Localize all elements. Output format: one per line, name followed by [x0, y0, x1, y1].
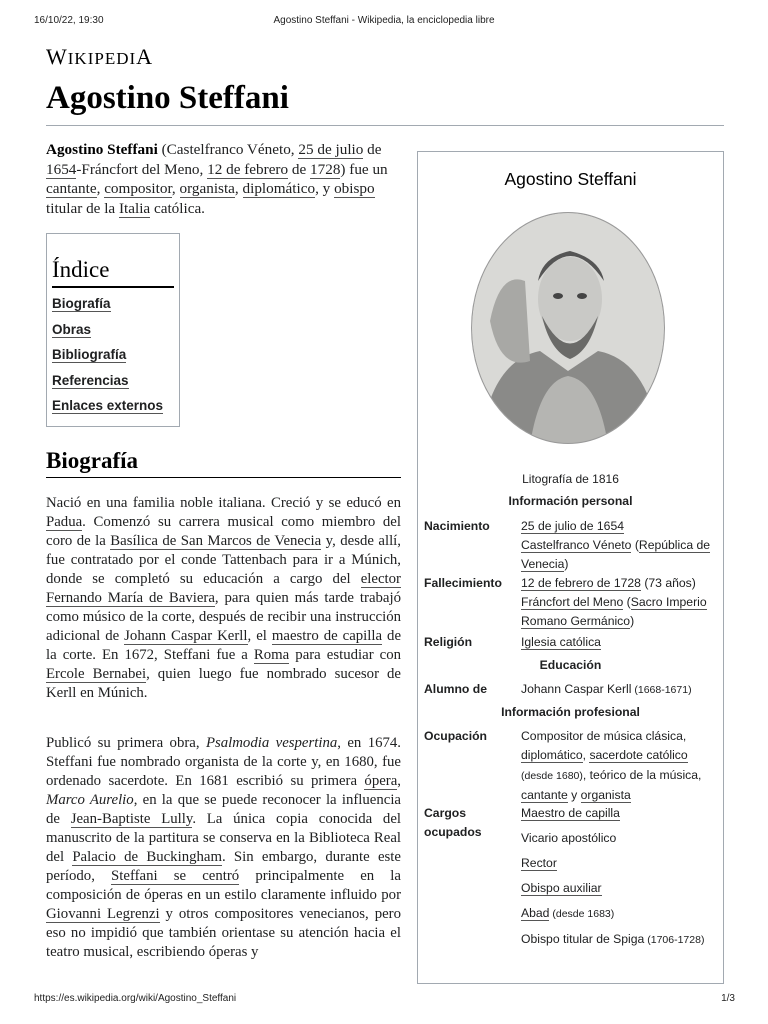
label-student-of: Alumno de	[424, 682, 487, 696]
value-student-of: Johann Caspar Kerll (1668-1671)	[521, 682, 692, 696]
toc-title: Índice	[52, 256, 174, 288]
link-iglesia-catolica[interactable]: Iglesia católica	[521, 635, 601, 649]
link-lully[interactable]: Jean-Baptiste Lully	[70, 811, 193, 827]
link-italia[interactable]: Italia	[118, 199, 151, 217]
logo-small-caps: IKIPEDI	[67, 49, 137, 68]
label-religion: Religión	[424, 635, 473, 649]
intro-subject: Agostino Steffani	[46, 141, 158, 158]
link-death-day[interactable]: 12 de febrero	[207, 160, 289, 178]
link-cantante[interactable]: cantante	[46, 180, 97, 197]
infobox	[417, 151, 724, 984]
portrait-image[interactable]	[470, 211, 666, 445]
link-occupation-priest[interactable]: sacerdote católico	[589, 748, 688, 762]
link-kerll[interactable]: Johann Caspar Kerll	[124, 628, 248, 644]
work-title-marco-aurelio: Marco Aurelio	[46, 792, 134, 808]
link-occupation-singer[interactable]: cantante	[521, 788, 568, 802]
link-death-date[interactable]: 12 de febrero de 1728	[521, 576, 641, 590]
infobox-section-personal: Información personal	[508, 494, 633, 508]
label-positions: Cargos ocupados	[424, 806, 482, 839]
occupation-composer: Compositor de música clásica	[521, 729, 683, 743]
value-religion	[521, 633, 721, 652]
link-death-state[interactable]: Sacro Imperio Romano Germánico	[521, 595, 707, 628]
biography-paragraph-2: Publicó su primera obra, Psalmodia vespertina, en 1674. Steffani fue nombrado organista de la corte y, en 1680, fue ordenado sacerdote. En 1681 escribió su primera ópera, Marco Aurelio, en la que se puede reconocer la influencia de Jean-Baptiste Lully. La única copia conocida del manuscrito de la partitura se conserva en la Biblioteca Real del Palacio de Buckingham. Sin embargo, durante este período, Steffani se centró principalmente en la composición de óperas en un estilo claramente influido por Giovanni Legrenzi y otros compositores venecianos, pero eso no impidió que también orientase su atención hacia el teatro musical, escribiendo óperas y	[46, 735, 402, 960]
position-item: Abad (desde 1683)	[521, 906, 615, 920]
link-roma[interactable]: Roma	[253, 647, 290, 663]
link-teacher[interactable]: Johann Caspar Kerll	[521, 682, 632, 696]
link-occupation-diplomat[interactable]: diplomático	[521, 748, 583, 762]
link-palacio-buckingham[interactable]: Palacio de Buckingham	[72, 849, 222, 865]
link-occupation-organist[interactable]: organista	[580, 788, 631, 802]
print-datetime: 16/10/22, 19:30	[34, 15, 104, 26]
toc-item-obras[interactable]: Obras	[52, 321, 92, 337]
print-url: https://es.wikipedia.org/wiki/Agostino_Steffani	[34, 993, 237, 1004]
value-positions	[521, 804, 721, 956]
print-tab-title: Agostino Steffani - Wikipedia, la enciclopedia libre	[273, 15, 495, 26]
link-death-year[interactable]: 1728	[310, 160, 341, 178]
position-obispo-titular: Obispo titular de Spiga	[521, 932, 645, 946]
link-position-maestro[interactable]: Maestro de capilla	[521, 806, 620, 820]
position-vicario: Vicario apostólico	[521, 831, 617, 845]
label-death: Fallecimiento	[424, 576, 502, 590]
link-position-rector[interactable]: Rector	[521, 856, 557, 870]
title-divider	[46, 125, 724, 126]
toc-item-bibliografia[interactable]: Bibliografía	[52, 347, 127, 362]
position-item	[521, 829, 721, 848]
link-birth-place[interactable]: Castelfranco Véneto	[521, 538, 632, 552]
link-opera[interactable]: ópera	[364, 773, 398, 789]
position-item: Obispo titular de Spiga (1706-1728)	[521, 932, 705, 946]
position-item	[521, 854, 721, 873]
link-legrenzi[interactable]: Giovanni Legrenzi	[46, 906, 160, 922]
link-fernando-maria[interactable]: Fernando María de Baviera	[46, 590, 215, 606]
value-birth: 25 de julio de 1654 Castelfranco Véneto (República de Venecia)	[521, 519, 711, 571]
link-birth-day[interactable]: 25 de julio	[298, 141, 364, 158]
link-birth-date[interactable]: 25 de julio de 1654	[521, 519, 625, 533]
infobox-title: Agostino Steffani	[504, 169, 637, 189]
link-position-obispo-auxiliar[interactable]: Obispo auxiliar	[521, 881, 602, 895]
logo-letter-w: W	[46, 44, 68, 69]
link-obispo[interactable]: obispo	[334, 180, 375, 197]
link-birth-state[interactable]: República de Venecia	[521, 538, 711, 571]
infobox-section-education: Educación	[539, 658, 602, 672]
wikipedia-logo[interactable]	[46, 44, 153, 70]
link-organista[interactable]: organista	[179, 180, 235, 197]
work-title-psalmodia: Psalmodia vespertina	[205, 735, 338, 751]
print-page-number: 1/3	[721, 993, 735, 1004]
link-padua[interactable]: Padua	[46, 514, 83, 530]
link-diplomatico[interactable]: diplomático	[242, 180, 316, 197]
toc-item-enlaces-externos[interactable]: Enlaces externos	[52, 398, 164, 413]
section-heading-biografia: Biografía	[46, 448, 401, 478]
link-death-place[interactable]: Fráncfort del Meno	[521, 595, 624, 609]
position-item	[521, 879, 721, 898]
link-maestro-de-capilla[interactable]: maestro de capilla	[271, 628, 383, 644]
value-occupation: Compositor de música clásica, diplomático, sacerdote católico (desde 1680), teórico de la música, cantante y organista	[521, 729, 702, 802]
link-bernabei[interactable]: Ercole Bernabei	[46, 666, 147, 682]
infobox-section-professional: Información profesional	[501, 705, 640, 719]
table-of-contents	[46, 233, 180, 427]
label-occupation: Ocupación	[424, 729, 487, 743]
link-steffani-se-centro[interactable]: Steffani se centró	[111, 868, 240, 884]
portrait-caption: Litografía de 1816	[522, 472, 619, 486]
page-title: Agostino Steffani	[46, 80, 289, 116]
position-item	[521, 804, 721, 823]
link-compositor[interactable]: compositor	[104, 180, 172, 197]
toc-item-biografia[interactable]: Biografía	[52, 296, 111, 311]
value-death: 12 de febrero de 1728 (73 años) Fráncfort del Meno (Sacro Imperio Romano Germánico)	[521, 576, 707, 628]
link-birth-year[interactable]: 1654	[46, 160, 77, 178]
toc-item-referencias[interactable]: Referencias	[52, 372, 129, 388]
logo-letter-a: A	[136, 44, 154, 69]
label-birth: Nacimiento	[424, 519, 490, 533]
intro-paragraph: Agostino Steffani (Castelfranco Véneto, 25 de julio de 1654-Fráncfort del Meno, 12 de febrero de 1728) fue un cantante, compositor, organista, diplomático, y obispo titular de la Italia católica.	[46, 141, 388, 217]
link-elector[interactable]: elector	[360, 571, 401, 587]
toc-list	[52, 293, 174, 421]
biography-paragraph-1: Nació en una familia noble italiana. Creció y se educó en Padua. Comenzó su carrera musical como miembro del coro de la Basílica de San Marcos de Venecia y, desde allí, fue contratado por el conde Tattenbach para ir a Múnich, donde se completó su educación a cargo del elector Fernando María de Baviera, para quien más tarde trabajó como músico de la corte, después de recibir una instrucción adicional de Johann Caspar Kerll, el maestro de capilla de la corte. En 1672, Steffani fue a Roma para estudiar con Ercole Bernabei, quien luego fue nombrado sucesor de Kerll en Múnich.	[46, 495, 402, 701]
link-position-abad[interactable]: Abad	[521, 906, 550, 920]
link-basilica-san-marcos[interactable]: Basílica de San Marcos de Venecia	[110, 533, 322, 549]
